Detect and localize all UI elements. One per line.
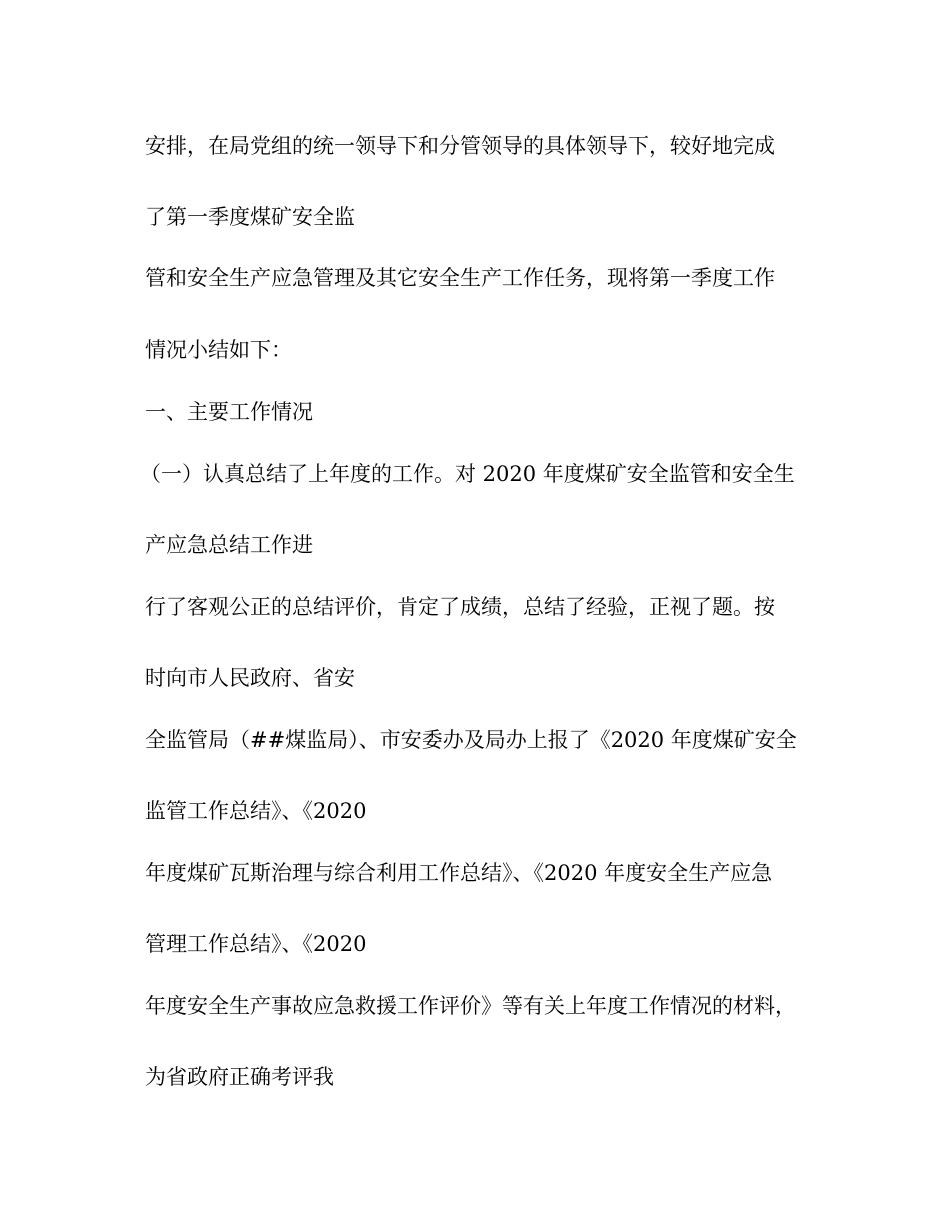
paragraph-line-12: 年度煤矿瓦斯治理与综合利用工作总结》、《2020 年度安全生产应急 [145, 861, 773, 885]
paragraph-line-15: 为省政府正确考评我 [145, 1065, 334, 1089]
paragraph-line-2: 了第一季度煤矿安全监 [145, 205, 355, 229]
paragraph-line-7: 产应急总结工作进 [145, 533, 313, 557]
paragraph-line-13: 管理工作总结》、《2020 [145, 932, 367, 956]
paragraph-line-3: 管和安全生产应急管理及其它安全生产工作任务，现将第一季度工作 [145, 266, 775, 290]
subsection-line-1: （一）认真总结了上年度的工作。对 2020 年度煤矿安全监管和安全生 [140, 462, 795, 486]
paragraph-line-14: 年度安全生产事故应急救援工作评价》等有关上年度工作情况的材料， [145, 994, 796, 1018]
paragraph-line-10: 全监管局（##煤监局）、市安委办及局办上报了《2020 年度煤矿安全 [145, 728, 797, 752]
paragraph-line-8: 行了客观公正的总结评价，肯定了成绩，总结了经验，正视了题。按 [145, 595, 775, 619]
paragraph-line-9: 时向市人民政府、省安 [145, 666, 355, 690]
paragraph-line-4: 情况小结如下： [145, 338, 292, 362]
paragraph-line-11: 监管工作总结》、《2020 [145, 799, 367, 823]
paragraph-line-1: 安排，在局党组的统一领导下和分管领导的具体领导下，较好地完成 [145, 134, 775, 158]
section-heading: 一、主要工作情况 [145, 400, 313, 424]
